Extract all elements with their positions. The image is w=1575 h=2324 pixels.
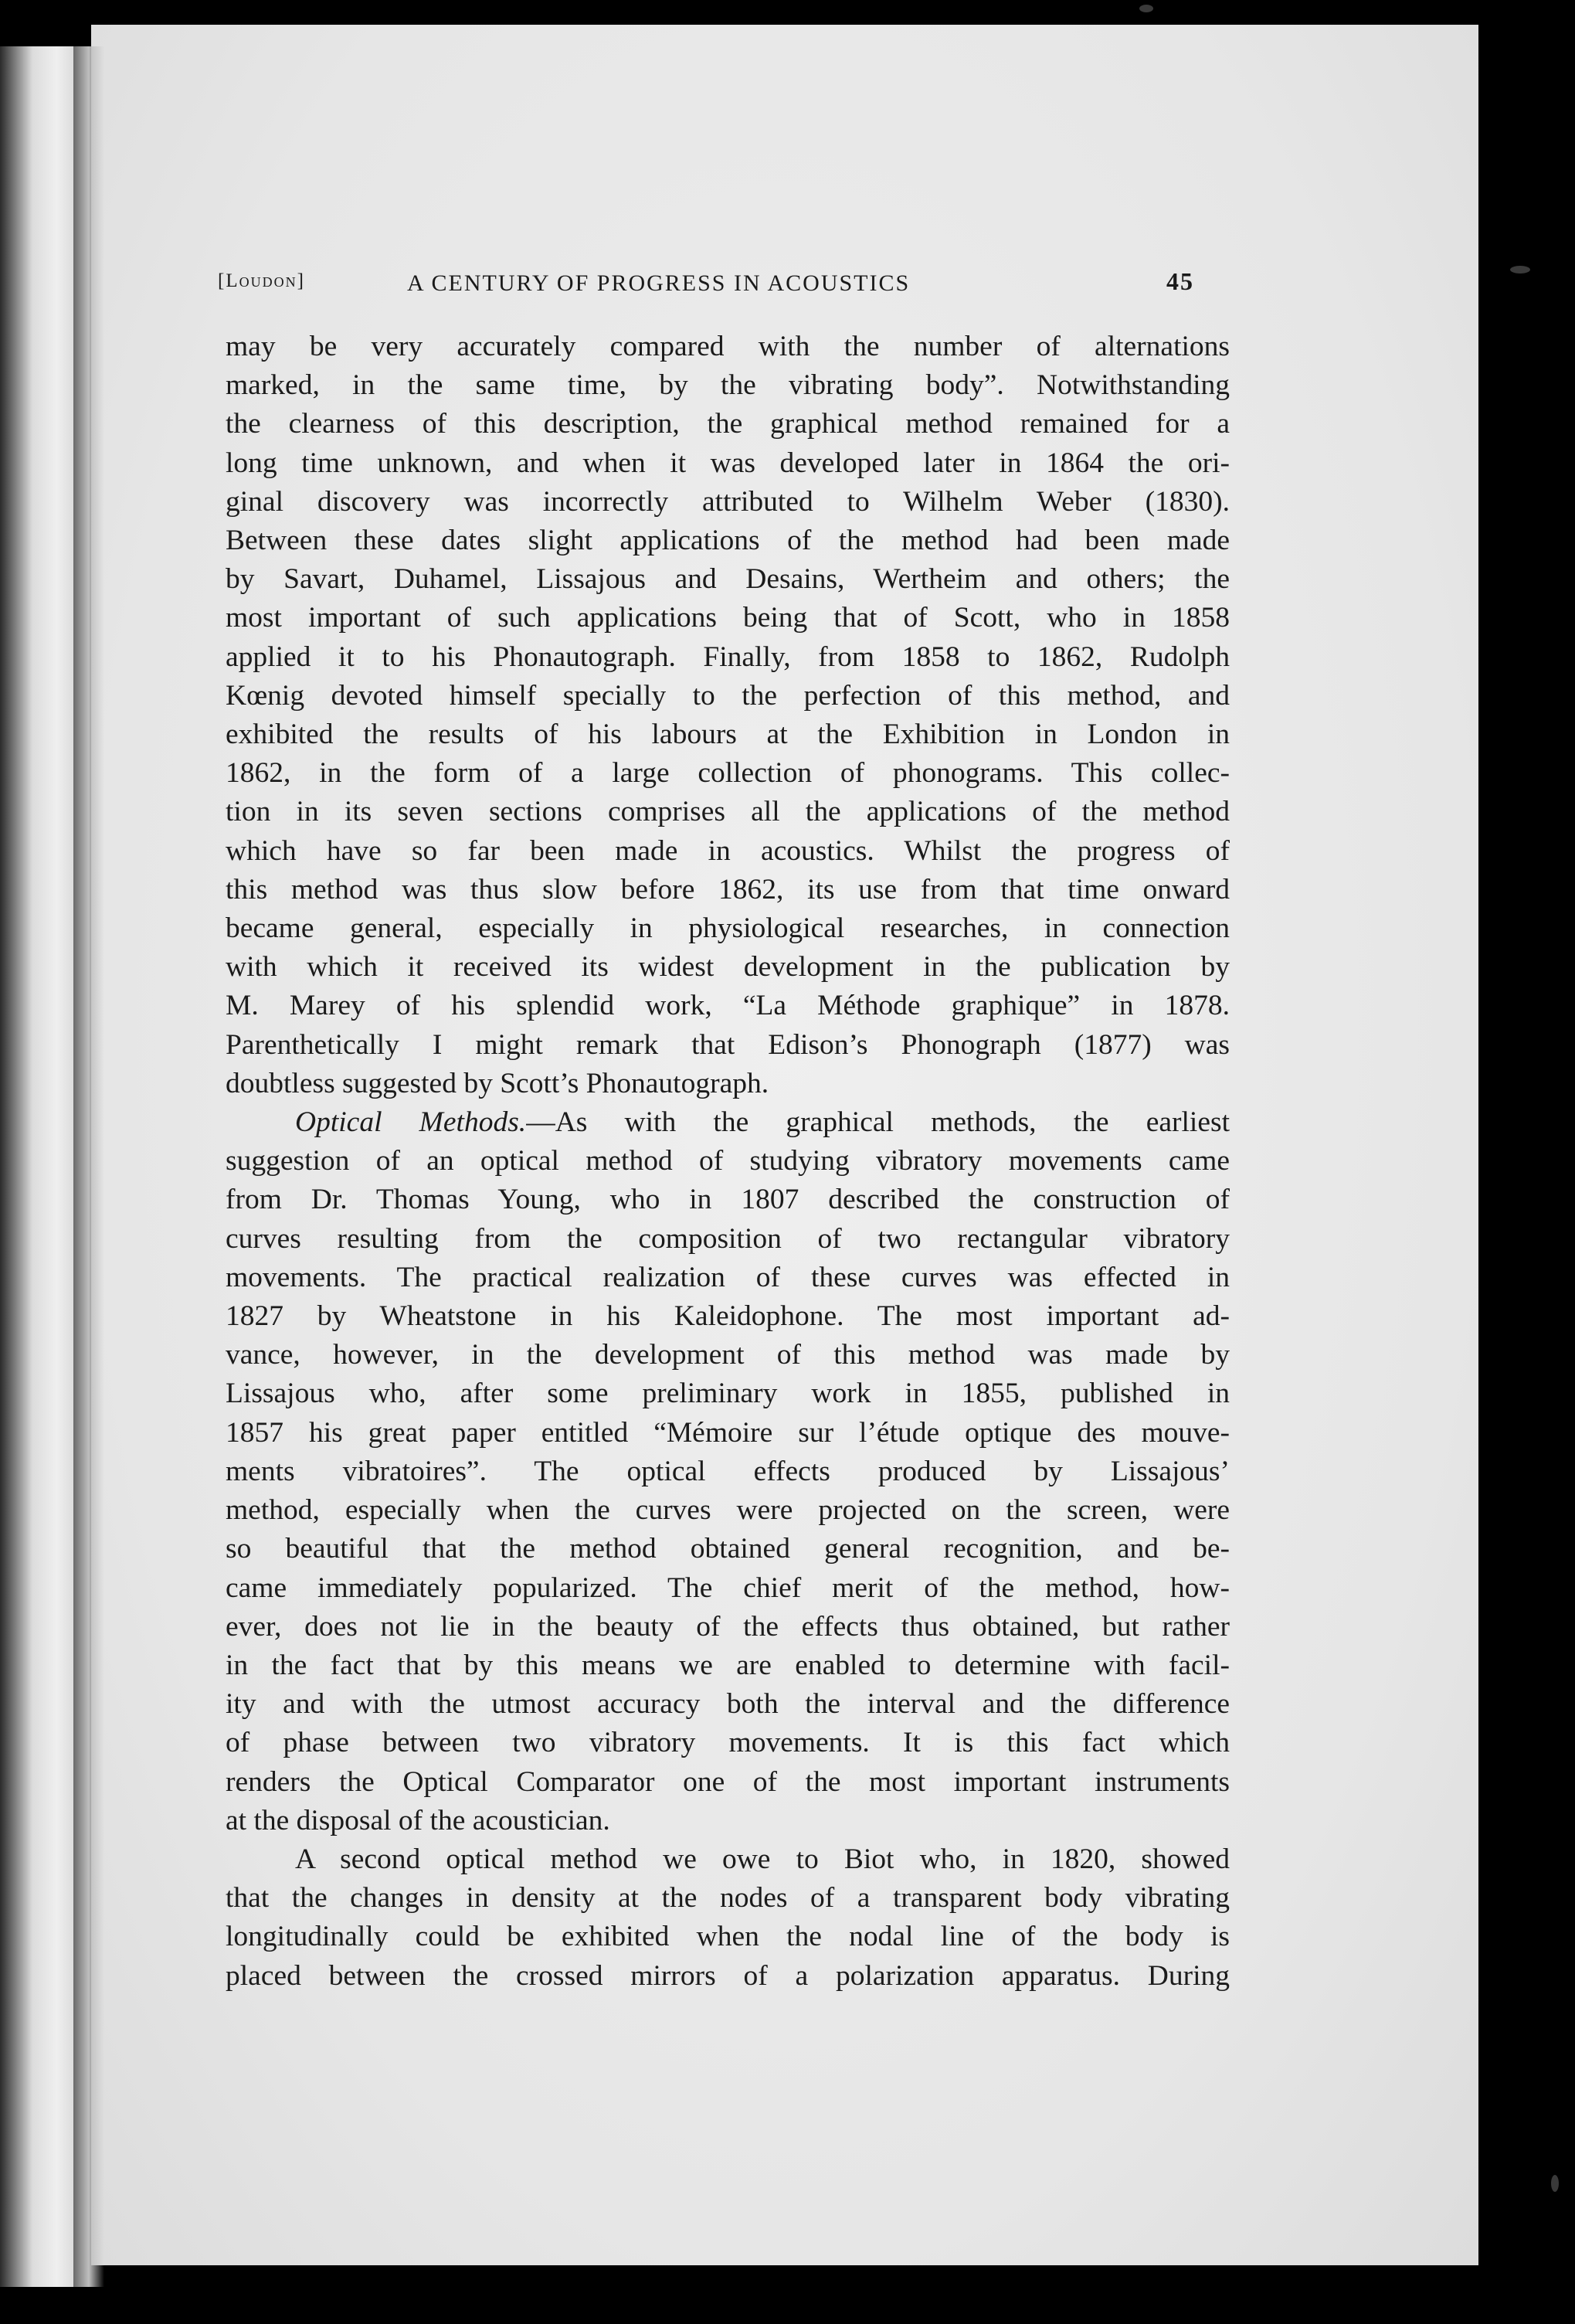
text-line: M. Marey of his splendid work, “La Méthode graphique” in 1878. [226, 990, 1230, 1022]
text-line: in the fact that by this means we are enabled to determine with facil- [226, 1649, 1230, 1681]
text-line: Parenthetically I might remark that Edison’s Phonograph (1877) was [226, 1028, 1230, 1061]
text-line: doubtless suggested by Scott’s Phonautograph. [226, 1067, 769, 1099]
gutter-shadow [73, 46, 104, 2287]
text-line: applied it to his Phonautograph. Finally, from 1858 to 1862, Rudolph [226, 640, 1230, 673]
text-line: exhibited the results of his labours at the Exhibition in London in [226, 719, 1230, 751]
text-line: A second optical method we owe to Biot who, in 1820, showed [295, 1843, 1230, 1875]
facing-page-edge [0, 46, 81, 2287]
text-line: from Dr. Thomas Young, who in 1807 described the construction of [226, 1184, 1230, 1216]
text-line: by Savart, Duhamel, Lissajous and Desains, Wertheim and others; the [226, 563, 1230, 596]
text-line: at the disposal of the acoustician. [226, 1804, 610, 1836]
text-line: method, especially when the curves were projected on the screen, were [226, 1494, 1230, 1527]
text-line: ity and with the utmost accuracy both the interval and the difference [226, 1688, 1230, 1721]
text-line: Kœnig devoted himself specially to the perfection of this method, and [226, 679, 1230, 712]
paragraph-optical-methods [226, 1103, 1230, 1840]
section-lead-text: —As with the graphical methods, the earliest [526, 1106, 1230, 1139]
running-head [218, 267, 1222, 309]
section-heading-optical-methods: Optical Methods. [295, 1106, 527, 1139]
text-line: placed between the crossed mirrors of a polarization apparatus. During [226, 1959, 1230, 1992]
page-number: 45 [1166, 267, 1194, 295]
text-line: long time unknown, and when it was developed later in 1864 the ori- [226, 447, 1230, 479]
text-line: ments vibratoires”. The optical effects produced by Lissajous’ [226, 1455, 1230, 1487]
text-line: ginal discovery was incorrectly attributed to Wilhelm Weber (1830). [226, 485, 1230, 518]
text-line: 1857 his great paper entitled “Mémoire sur l’étude optique des mouve- [226, 1416, 1230, 1449]
text-line: the clearness of this description, the graphical method remained for a [226, 408, 1230, 440]
text-line: vance, however, in the development of this method was made by [226, 1339, 1230, 1371]
body-text [226, 328, 1230, 1996]
text-line: curves resulting from the composition of two rectangular vibratory [226, 1222, 1230, 1255]
paragraph-graphical-method [226, 328, 1230, 1103]
text-line: of phase between two vibratory movements. It is this fact which [226, 1727, 1230, 1759]
text-line: Between these dates slight applications of the method had been made [226, 525, 1230, 557]
paragraph-biot [226, 1840, 1230, 1996]
text-line: ever, does not lie in the beauty of the effects thus obtained, but rather [226, 1610, 1230, 1643]
running-head-author: [Loudon] [218, 270, 305, 291]
section-lead-line [226, 1103, 1230, 1142]
text-line: renders the Optical Comparator one of the most important instruments [226, 1765, 1230, 1798]
text-line: most important of such applications being that of Scott, who in 1858 [226, 602, 1230, 634]
text-line: with which it received its widest development in the publication by [226, 951, 1230, 984]
text-line: so beautiful that the method obtained general recognition, and be- [226, 1533, 1230, 1565]
text-line: that the changes in density at the nodes of a transparent body vibrating [226, 1882, 1230, 1915]
text-line: became general, especially in physiological researches, in connection [226, 912, 1230, 945]
dust-speck [1139, 5, 1153, 12]
text-line: 1862, in the form of a large collection of phonograms. This collec- [226, 757, 1230, 790]
text-line: this method was thus slow before 1862, its use from that time onward [226, 873, 1230, 905]
text-line: Lissajous who, after some preliminary work in 1855, published in [226, 1378, 1230, 1410]
dust-speck [1551, 2175, 1559, 2192]
text-line: movements. The practical realization of these curves was effected in [226, 1261, 1230, 1293]
text-line: may be very accurately compared with the number of alternations [226, 331, 1230, 362]
text-line: longitudinally could be exhibited when the nodal line of the body is [226, 1921, 1230, 1953]
text-line: came immediately popularized. The chief merit of the method, how- [226, 1571, 1230, 1604]
text-line: marked, in the same time, by the vibrating body”. Notwithstanding [226, 369, 1230, 402]
running-head-title: A CENTURY OF PROGRESS IN ACOUSTICS [407, 270, 911, 296]
text-line: suggestion of an optical method of studying vibratory movements came [226, 1145, 1230, 1177]
text-line: tion in its seven sections comprises all the applications of the method [226, 796, 1230, 828]
text-line: which have so far been made in acoustics. Whilst the progress of [226, 834, 1230, 867]
dust-speck [1510, 266, 1530, 274]
text-line: 1827 by Wheatstone in his Kaleidophone. The most important ad- [226, 1300, 1230, 1333]
